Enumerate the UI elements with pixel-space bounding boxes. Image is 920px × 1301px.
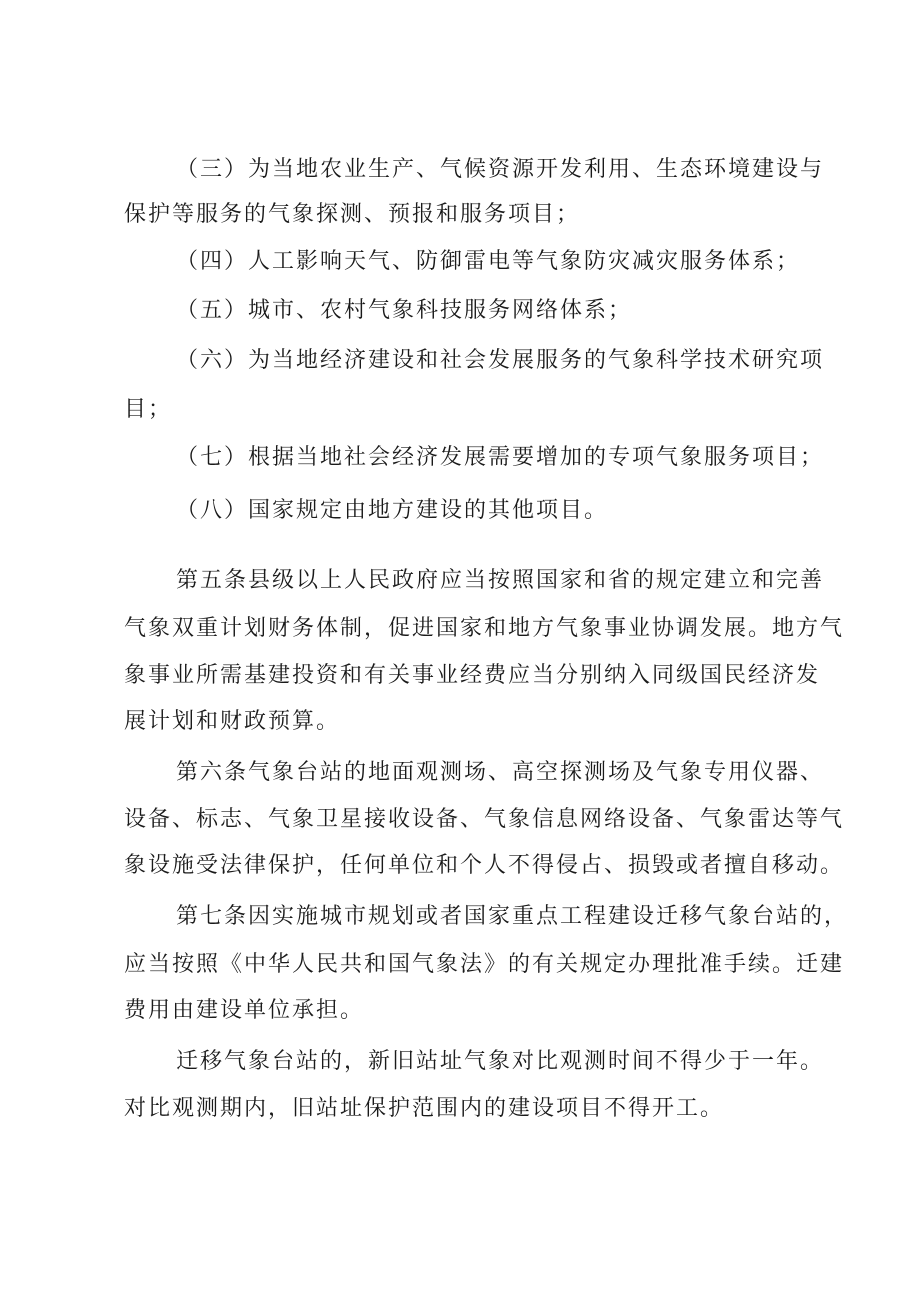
article-6-line-3: 象设施受法律保护，任何单位和个人不得侵占、损毁或者擅自移动。 — [124, 853, 845, 878]
relocation-line-1: 迁移气象台站的，新旧站址气象对比观测时间不得少于一年。 — [176, 1049, 825, 1074]
item-6-line-2: 目； — [124, 397, 173, 422]
item-8: （八）国家规定由地方建设的其他项目。 — [176, 498, 609, 523]
item-7: （七）根据当地社会经济发展需要增加的专项气象服务项目； — [176, 445, 825, 470]
article-7-line-1: 第七条因实施城市规划或者国家重点工程建设迁移气象台站的， — [176, 904, 849, 929]
item-6-line-1: （六）为当地经济建设和社会发展服务的气象科学技术研究项 — [176, 348, 825, 373]
item-4: （四）人工影响天气、防御雷电等气象防灾减灾服务体系； — [176, 249, 801, 274]
article-6-line-2: 设备、标志、气象卫星接收设备、气象信息网络设备、气象雷达等气 — [124, 807, 845, 832]
item-3-line-2: 保护等服务的气象探测、预报和服务项目； — [124, 202, 581, 227]
item-5: （五）城市、农村气象科技服务网络体系； — [176, 298, 633, 323]
item-3-line-1: （三）为当地农业生产、气候资源开发利用、生态环境建设与 — [176, 157, 825, 182]
article-5-line-2: 气象双重计划财务体制，促进国家和地方气象事业协调发展。地方气 — [124, 616, 845, 641]
article-5-line-3: 象事业所需基建投资和有关事业经费应当分别纳入同级国民经济发 — [124, 663, 821, 688]
relocation-line-2: 对比观测期内，旧站址保护范围内的建设项目不得开工。 — [124, 1096, 725, 1121]
article-7-line-2: 应当按照《中华人民共和国气象法》的有关规定办理批准手续。迁建 — [124, 952, 845, 977]
article-6-line-1: 第六条气象台站的地面观测场、高空探测场及气象专用仪器、 — [176, 760, 825, 785]
article-7-line-3: 费用由建设单位承担。 — [124, 998, 365, 1023]
article-5-line-4: 展计划和财政预算。 — [124, 709, 341, 734]
article-5-line-1: 第五条县级以上人民政府应当按照国家和省的规定建立和完善 — [176, 568, 825, 593]
